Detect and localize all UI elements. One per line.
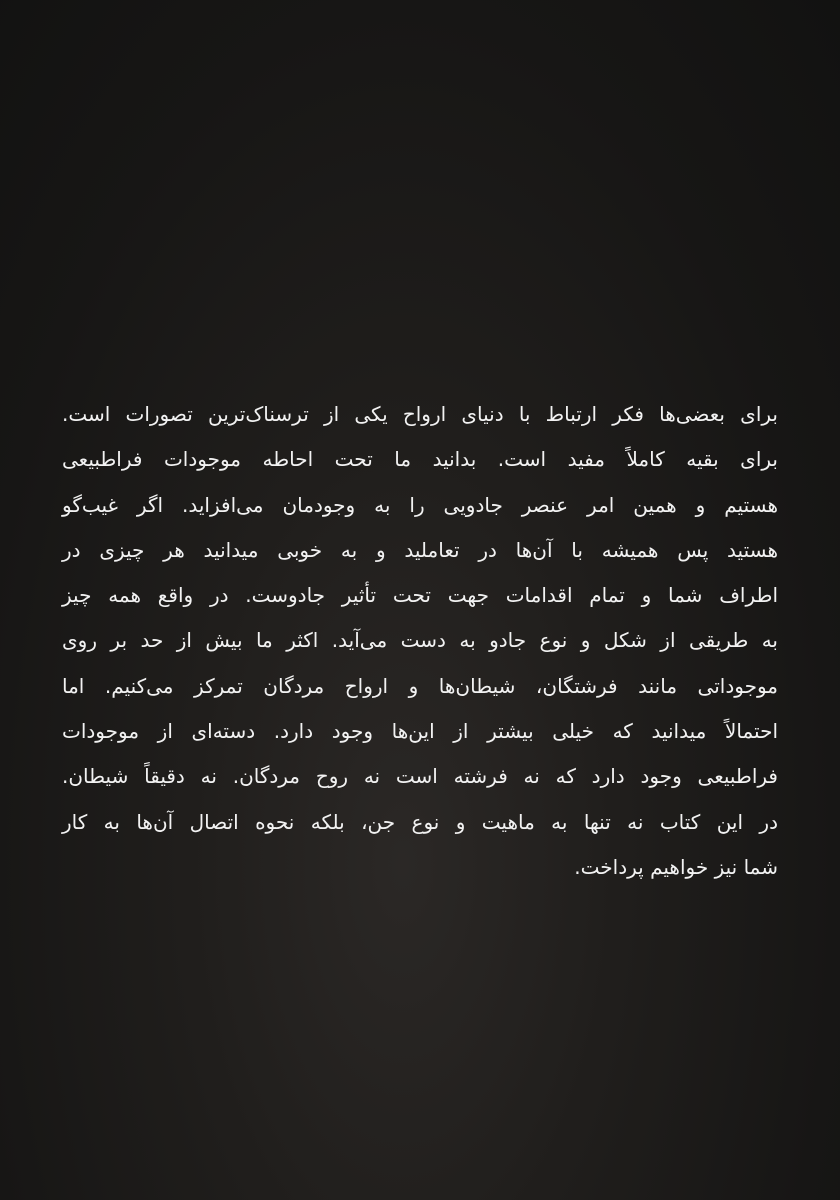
paragraph-line: فراطبیعی وجود دارد که نه فرشته است نه روح مردگان. نه دقیقاً شیطان. — [62, 764, 778, 789]
body-paragraph — [62, 392, 778, 890]
paragraph-line: موجوداتی مانند فرشتگان، شیطان‌ها و ارواح مردگان تمرکز می‌کنیم. اما — [62, 673, 778, 698]
paragraph-line: در این کتاب نه تنها به ماهیت و نوع جن، بلکه نحوه اتصال آن‌ها به کار — [62, 809, 778, 834]
paragraph-line: هستید پس همیشه با آن‌ها در تعاملید و به خوبی میدانید هر چیزی در — [62, 537, 778, 562]
paragraph-line: اطراف شما و تمام اقدامات جهت تحت تأثیر جادوست. در واقع همه چیز — [62, 583, 778, 608]
paragraph-line: هستیم و همین امر عنصر جادویی را به وجودمان می‌افزاید. اگر غیب‌گو — [62, 492, 778, 517]
paragraph-line: برای بقیه کاملاً مفید است. بدانید ما تحت احاطه موجودات فراطبیعی — [62, 447, 778, 472]
paragraph-line: به طریقی از شکل و نوع جادو به دست می‌آید. اکثر ما بیش از حد بر روی — [62, 628, 778, 653]
paragraph-line: برای بعضی‌ها فکر ارتباط با دنیای ارواح یکی از ترسناک‌ترین تصورات است. — [62, 402, 778, 426]
paragraph-line-last: شما نیز خواهیم پرداخت. — [574, 854, 778, 879]
paragraph-line: احتمالاً میدانید که خیلی بیشتر از این‌ها وجود دارد. دسته‌ای از موجودات — [62, 719, 778, 744]
